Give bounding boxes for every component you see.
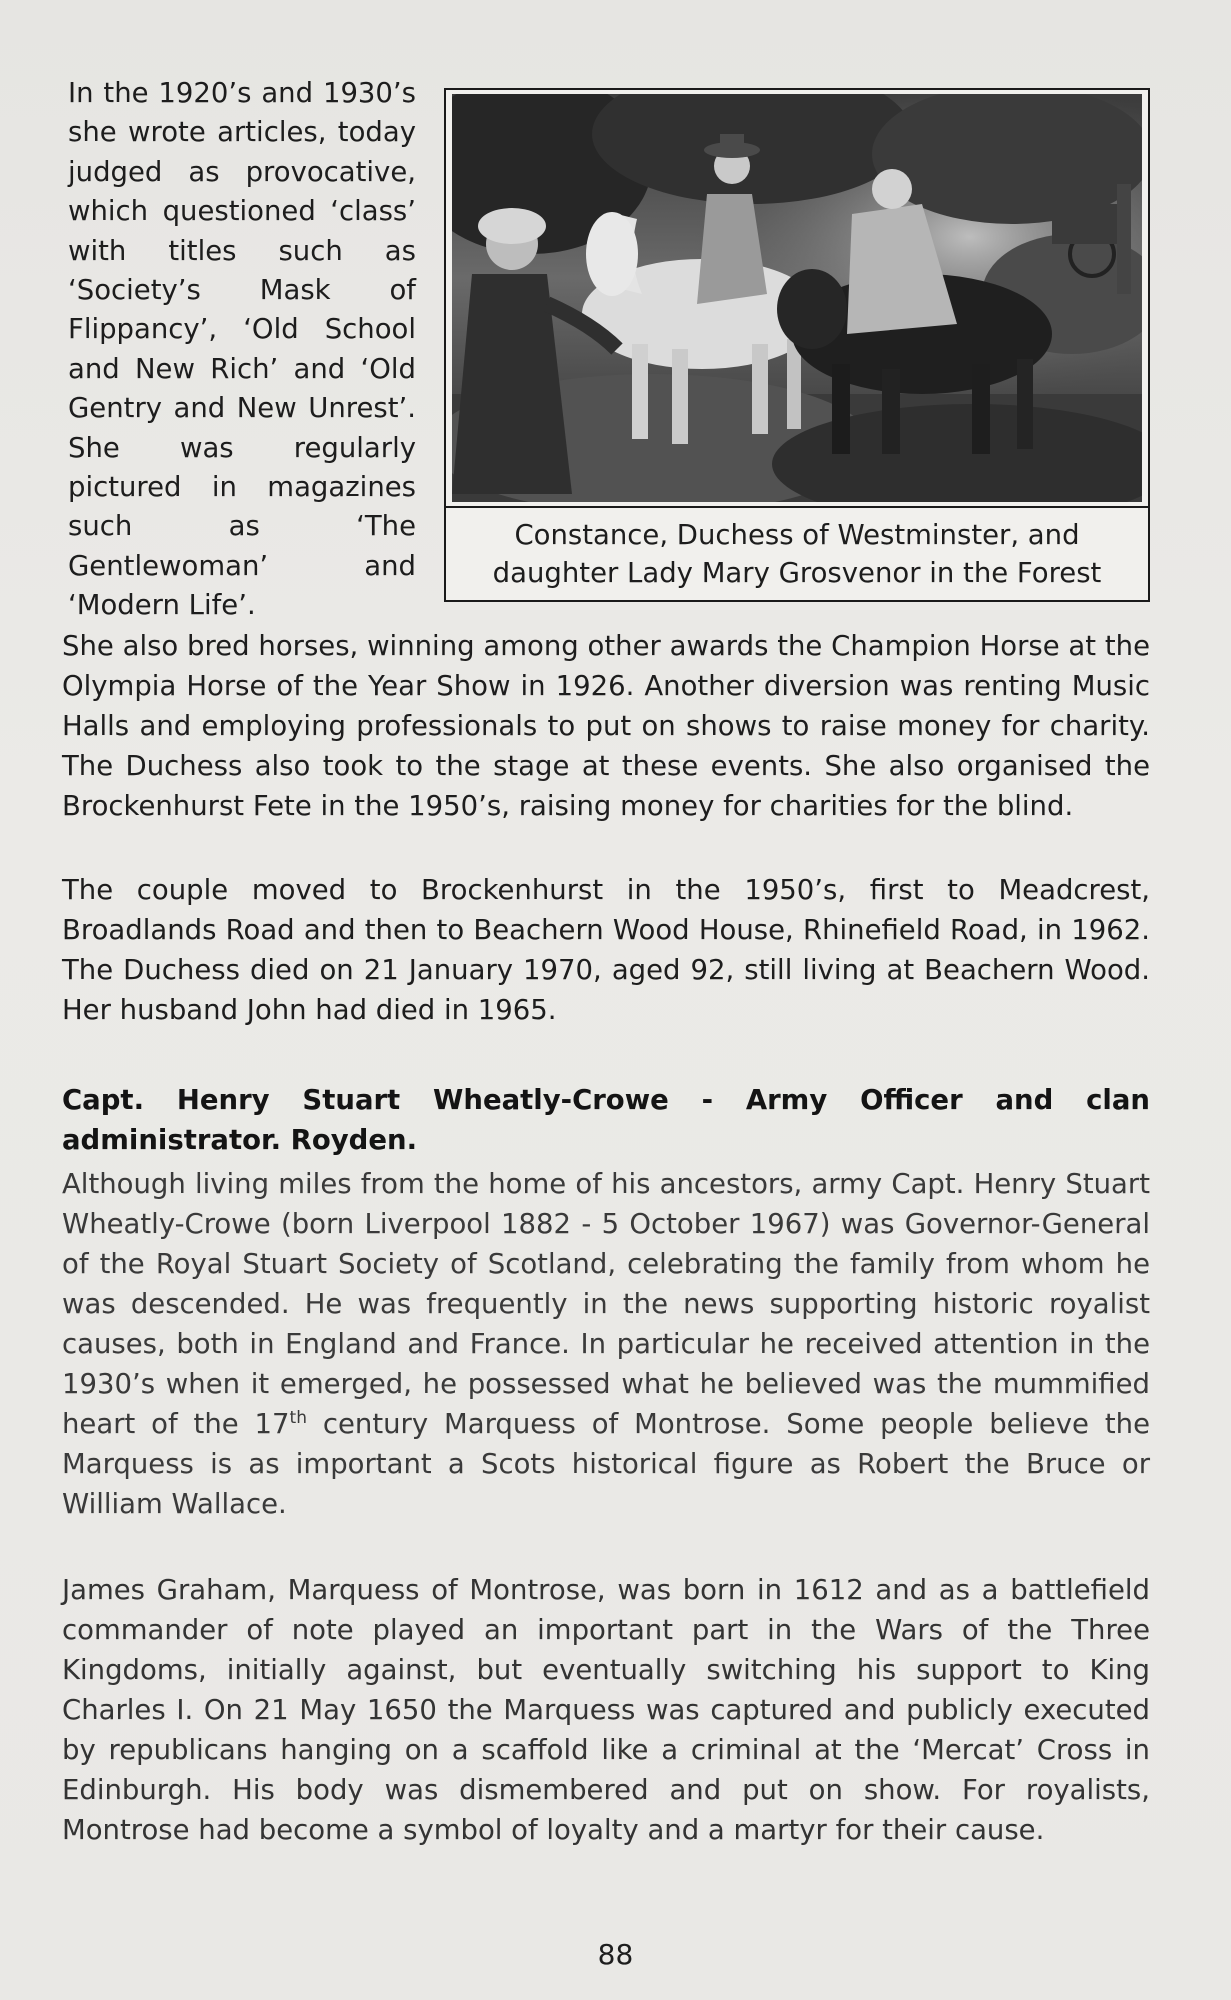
paragraph-horses-text: She also bred horses, winning among other awards the Champion Horse at the Olympia Horse of the Year Show in 1926. Another diversion was renting Music Halls and employing professionals to put on shows to raise money for charity. The Duchess also took to the stage at these events. She also organised the Brockenhurst Fete in the 1950’s, raising money for charities for the blind. — [62, 630, 1150, 822]
paragraph-move-text: The couple moved to Brockenhurst in the 1950’s, first to Meadcrest, Broadlands Road and then to Beachern Wood House, Rhinefield Road, in 1962. The Duchess died on 21 January 1970, aged 92, still living at Beachern Wood. Her husband John had died in 1965. — [62, 874, 1150, 1026]
photo-figure — [444, 88, 1150, 602]
paragraph-montrose-text: James Graham, Marquess of Montrose, was born in 1612 and as a battlefield commander of note played an important part in the Wars of the Three Kingdoms, initially against, but eventually switching his support to King Charles I. On 21 May 1650 the Marquess was captured and publicly executed by republicans hanging on a scaffold like a criminal at the ‘Mercat’ Cross in Edinburgh. His body was dismembered and put on show. For royalists, Montrose had become a symbol of loyalty and a martyr for their cause. — [62, 1574, 1150, 1846]
paragraph-montrose — [62, 1570, 1150, 1850]
page-number: 88 — [597, 1938, 634, 1971]
intro-column — [68, 74, 416, 626]
paragraph-move — [62, 870, 1150, 1030]
paragraph-wheatly-text — [62, 1164, 1150, 1524]
section-heading: Capt. Henry Stuart Wheatly-Crowe - Army Officer and clan administrator. Royden. — [62, 1084, 1150, 1156]
caption-line-1: Constance, Duchess of Westminster, and — [514, 519, 1080, 551]
ordinal-superscript: th — [289, 1407, 307, 1428]
paragraph-wheatly — [62, 1164, 1150, 1524]
caption-line-2: daughter Lady Mary Grosvenor in the Forest — [492, 557, 1102, 589]
paragraph-wheatly-part2: century Marquess of Montrose. Some people believe the Marquess is as important a Scots historical figure as Robert the Bruce or William Wallace. — [62, 1408, 1150, 1520]
intro-paragraph: In the 1920’s and 1930’s she wrote articles, today judged as provocative, which questioned ‘class’ with titles such as ‘Society’s Mask of Flippancy’, ‘Old School and New Rich’ and ‘Old Gentry and New Unrest’. She was regularly pictured in magazines such as ‘The Gentlewoman’ and ‘Modern Life’. — [68, 77, 416, 622]
paragraph-horses — [62, 626, 1150, 826]
photo-illustration — [452, 94, 1142, 502]
historic-photo — [452, 94, 1142, 502]
photo-caption — [446, 506, 1148, 600]
paragraph-wheatly-part1: Although living miles from the home of his ancestors, army Capt. Henry Stuart Wheatly-Crowe (born Liverpool 1882 - 5 October 1967) was Governor-General of the Royal Stuart Society of Scotland, celebrating the family from whom he was descended. He was frequently in the news supporting historic royalist causes, both in England and France. In particular he received attention in the 1930’s when it emerged, he possessed what he believed was the mummified heart of the 17 — [62, 1168, 1150, 1440]
